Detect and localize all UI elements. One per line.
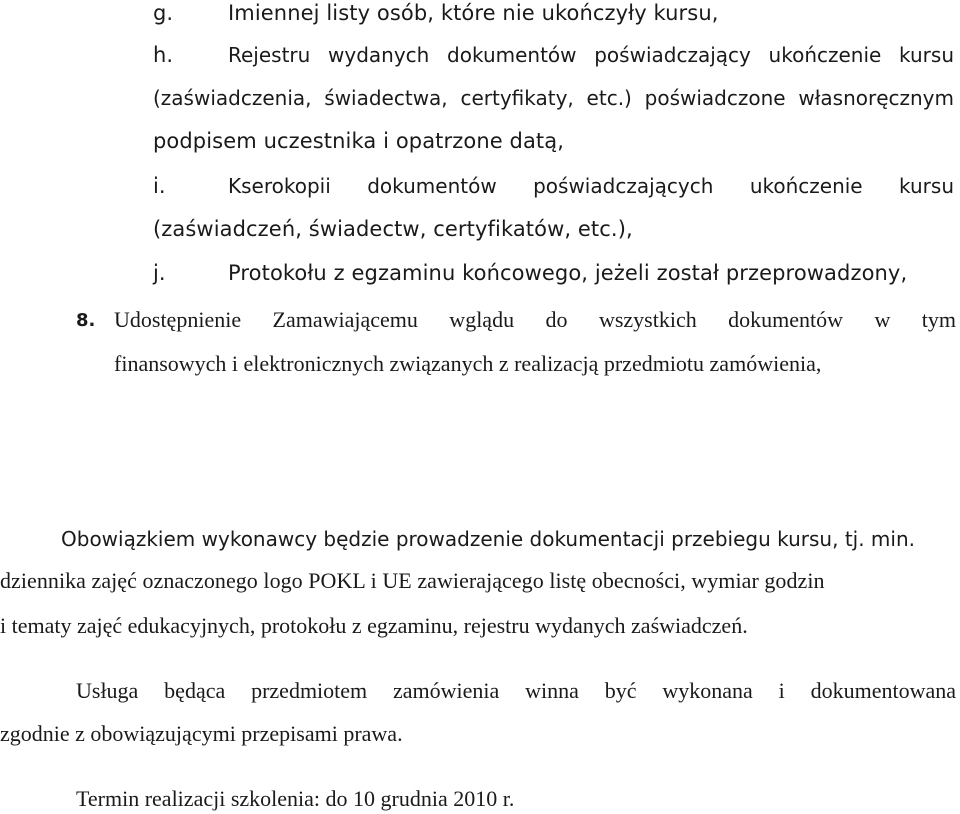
list-marker: j. <box>153 261 166 285</box>
deadline-line: Termin realizacji szkolenia: do 10 grudnia 2010 r. <box>76 786 515 811</box>
list-item-g-text: Imiennej listy osób, które nie ukończyły kursu, <box>228 1 719 25</box>
list-item-h-continuation-2: podpisem uczestnika i opatrzone datą, <box>153 129 564 153</box>
list-item-g <box>153 3 173 24</box>
obligation-line-1: Obowiązkiem wykonawcy będzie prowadzenie dokumentacji przebiegu kursu, tj. min. <box>61 527 916 551</box>
service-line-1: Usługa będąca przedmiotem zamówienia winna być wykonana i dokumentowana <box>76 680 956 703</box>
list-item-i-continuation: (zaświadczeń, świadectw, certyfikatów, etc.), <box>153 217 633 241</box>
list-marker: g. <box>153 1 174 25</box>
point-8-marker: 8. <box>76 310 96 331</box>
list-item-h <box>153 45 173 66</box>
point-8-line-1: Udostępnienie Zamawiającemu wglądu do wszystkich dokumentów w tym <box>114 309 956 332</box>
list-marker: h. <box>153 43 174 67</box>
list-item-j-text: Protokołu z egzaminu końcowego, jeżeli został przeprowadzony, <box>228 261 908 285</box>
list-item-i <box>153 176 166 197</box>
list-marker: i. <box>153 174 166 198</box>
service-line-2: zgodnie z obowiązującymi przepisami prawa. <box>0 721 403 746</box>
list-item-h-text: Rejestru wydanych dokumentów poświadczający ukończenie kursu <box>228 45 954 67</box>
obligation-line-3: i tematy zajęć edukacyjnych, protokołu z egzaminu, rejestru wydanych zaświadczeń. <box>0 613 748 638</box>
list-item-j <box>153 263 166 284</box>
list-item-h-continuation: (zaświadczenia, świadectwa, certyfikaty, etc.) poświadczone własnoręcznym <box>153 88 954 110</box>
obligation-line-2: dziennika zajęć oznaczonego logo POKL i UE zawierającego listę obecności, wymiar godzin <box>0 568 825 593</box>
list-item-i-text: Kserokopii dokumentów poświadczających ukończenie kursu <box>228 176 954 198</box>
point-8-line-2: finansowych i elektronicznych związanych z realizacją przedmiotu zamówienia, <box>114 351 822 376</box>
